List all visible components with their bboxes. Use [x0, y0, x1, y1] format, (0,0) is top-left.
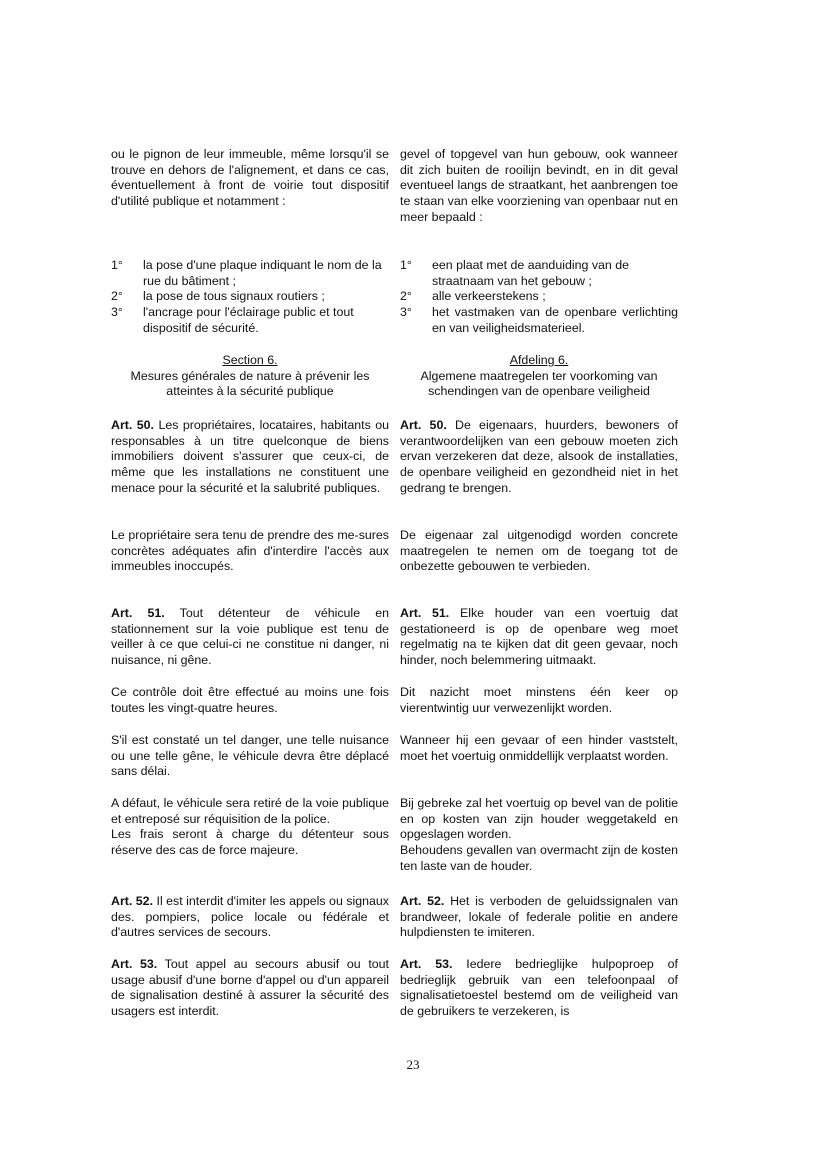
fr-art50-label: Art. 50.	[111, 418, 154, 432]
nl-art50-p2: De eigenaar zal uitgenodigd worden concrete maatregelen te nemen om de toegang tot de onbezette gebouwen te verbieden.	[400, 528, 678, 574]
nl-section-heading	[400, 353, 678, 400]
fr-art51	[111, 606, 389, 669]
fr-art51-p5: Les frais seront à charge du détenteur sous réserve des cas de force majeure.	[111, 827, 389, 858]
nl-art51-p4: Bij gebreke zal het voertuig op bevel van de politie en op kosten van zijn houder weggetakeld en opgeslagen worden.	[400, 796, 678, 842]
nl-art52	[400, 894, 678, 941]
fr-art52-label: Art. 52.	[111, 894, 154, 908]
list-item	[111, 289, 389, 305]
list-text: la pose de tous signaux routiers ;	[143, 289, 325, 304]
nl-intro-paragraph: gevel of topgevel van hun gebouw, ook wanneer dit zich buiten de rooilijn bevindt, en in dit geval eventueel langs de straatkant, het aanbrengen toe te staan van elke voorziening van openbaar nut en meer bepaald :	[400, 147, 678, 224]
list-number: 2°	[111, 289, 123, 304]
nl-section-label: Afdeling 6.	[509, 353, 569, 367]
nl-art51-p5: Behoudens gevallen van overmacht zijn de kosten ten laste van de houder.	[400, 843, 678, 873]
nl-list	[400, 258, 678, 337]
fr-art52-text: Il est interdit d'imiter les appels ou signaux des. pompiers, police locale ou fédérale et d'autres services de secours.	[111, 894, 389, 940]
nl-art50-text: De eigenaars, huurders, bewoners of verantwoordelijken van een gebouw moeten zich ervan verzekeren dat deze, alsook de installaties, de openbare veiligheid en gezondheid niet in het gedrang te brengen.	[400, 418, 678, 495]
fr-art53	[111, 957, 389, 1020]
nl-art53-label: Art. 53.	[400, 957, 453, 971]
fr-art50-text: Les propriétaires, locataires, habitants ou responsables à un titre quelconque de biens immobiliers doivent s'assurer que ceux-ci, de même que les installations ne constituent une menace pour la sécurité et la salubrité publiques.	[111, 418, 389, 495]
nl-art52-label: Art. 52.	[400, 894, 445, 908]
fr-section-heading	[111, 353, 389, 400]
nl-section-title: Algemene maatregelen ter voorkoming van schendingen van de openbare veiligheid	[420, 368, 658, 399]
fr-art51-p3: S'il est constaté un tel danger, une telle nuisance ou une telle gêne, le véhicule devra être déplacé sans délai.	[111, 733, 389, 779]
nl-art51-label: Art. 51.	[400, 606, 450, 620]
list-text: een plaat met de aanduiding van de straatnaam van het gebouw ;	[432, 258, 630, 288]
list-number: 1°	[111, 258, 123, 272]
list-item	[400, 289, 678, 305]
nl-art50	[400, 418, 678, 497]
fr-list	[111, 258, 389, 337]
nl-art51-p2: Dit nazicht moet minstens één keer op vierentwintig uur verwezenlijkt worden.	[400, 685, 678, 715]
nl-art51	[400, 606, 678, 669]
list-number: 3°	[400, 305, 412, 320]
nl-art51-p3: Wanneer hij een gevaar of een hinder vaststelt, moet het voertuig onmiddellijk verplaatst worden.	[400, 733, 678, 763]
fr-art51-p4-p5	[111, 796, 389, 859]
list-item	[111, 258, 389, 289]
nl-art51-p4-p5	[400, 796, 678, 875]
fr-art51-p2: Ce contrôle doit être effectué au moins une fois toutes les vingt-quatre heures.	[111, 685, 389, 715]
fr-art52	[111, 894, 389, 941]
fr-art53-text: Tout appel au secours abusif ou tout usage abusif d'une borne d'appel ou d'un appareil de signalisation destiné à assurer la sécurité des usagers est interdit.	[111, 957, 389, 1019]
fr-art51-p4: A défaut, le véhicule sera retiré de la voie publique et entreposé sur réquisition de la police.	[111, 796, 389, 826]
list-text: l'ancrage pour l'éclairage public et tout dispositif de sécurité.	[143, 305, 354, 335]
nl-art52-text: Het is verboden de geluidssignalen van brandweer, lokale of federale politie en andere hulpdiensten te imiteren.	[400, 894, 678, 940]
list-number: 1°	[400, 258, 412, 272]
fr-art53-label: Art. 53.	[111, 957, 158, 971]
fr-intro-paragraph: ou le pignon de leur immeuble, même lorsqu'il se trouve en dehors de l'alignement, et dans ce cas, éventuellement à front de voirie tout dispositif d'utilité publique et notamment :	[111, 147, 389, 209]
list-item	[400, 305, 678, 336]
list-text: het vastmaken van de openbare verlichting en van veiligheidsmaterieel.	[432, 305, 678, 335]
fr-art51-text: Tout détenteur de véhicule en stationnement sur la voie publique est tenu de veiller à ce que celui-ci ne constitue ni danger, ni nuisance, ni gêne.	[111, 606, 390, 668]
fr-art50-p2: Le propriétaire sera tenu de prendre des me-sures concrètes adéquates afin d'interdire l'accès aux immeubles inoccupés.	[111, 528, 389, 574]
fr-art51-label: Art. 51.	[111, 606, 165, 620]
fr-section-label: Section 6.	[222, 353, 278, 367]
fr-section-title: Mesures générales de nature à prévenir les atteintes à la sécurité publique	[130, 368, 370, 399]
nl-art53	[400, 957, 678, 1020]
nl-art51-text: Elke houder van een voertuig dat gestationeerd is op de openbare weg moet regelmatig na te kijken dat dit geen gevaar, noch hinder, noch belemmering uitmaakt.	[400, 606, 678, 668]
page-number: 23	[406, 1057, 420, 1072]
list-item	[400, 258, 678, 289]
list-text: alle verkeerstekens ;	[432, 289, 546, 304]
list-text: la pose d'une plaque indiquant le nom de la rue du bâtiment ;	[143, 258, 382, 288]
nl-art50-label: Art. 50.	[400, 418, 447, 432]
fr-art50	[111, 418, 389, 497]
list-item	[111, 305, 389, 336]
list-number: 3°	[111, 305, 123, 320]
list-number: 2°	[400, 289, 412, 304]
nl-art53-text: Iedere bedrieglijke hulpoproep of bedrieglijk gebruik van een telefoonpaal of signalisatietoestel bestemd om de veiligheid van de gebruikers te verzekeren, is	[400, 957, 678, 1019]
